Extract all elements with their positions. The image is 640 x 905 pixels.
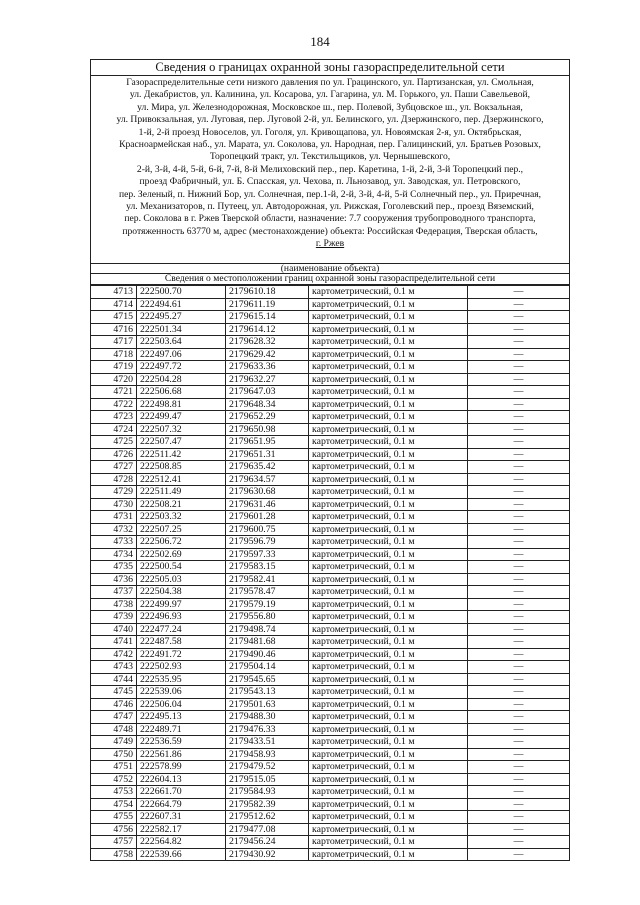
method-accuracy: картометрический, 0.1 м bbox=[309, 361, 468, 374]
table-row bbox=[91, 598, 569, 611]
coord-x: 222539.66 bbox=[137, 848, 226, 860]
point-number: 4740 bbox=[91, 623, 137, 636]
coord-x: 222607.31 bbox=[137, 811, 226, 824]
description-cell: — bbox=[468, 686, 570, 699]
coord-x: 222501.34 bbox=[137, 323, 226, 336]
table-row bbox=[91, 748, 569, 761]
description-cell: — bbox=[468, 636, 570, 649]
coord-x: 222500.54 bbox=[137, 561, 226, 574]
coord-y: 2179430.92 bbox=[226, 848, 309, 860]
coord-x: 222661.70 bbox=[137, 786, 226, 799]
coord-x: 222507.47 bbox=[137, 436, 226, 449]
coord-y: 2179556.80 bbox=[226, 611, 309, 624]
method-accuracy: картометрический, 0.1 м bbox=[309, 573, 468, 586]
description-cell: — bbox=[468, 611, 570, 624]
coord-x: 222506.04 bbox=[137, 698, 226, 711]
coord-y: 2179578.47 bbox=[226, 586, 309, 599]
point-number: 4754 bbox=[91, 798, 137, 811]
description-cell: — bbox=[468, 711, 570, 724]
method-accuracy: картометрический, 0.1 м bbox=[309, 436, 468, 449]
description-cell: — bbox=[468, 548, 570, 561]
coord-x: 222489.71 bbox=[137, 723, 226, 736]
coord-y: 2179498.74 bbox=[226, 623, 309, 636]
coord-x: 222503.32 bbox=[137, 511, 226, 524]
description-cell: — bbox=[468, 573, 570, 586]
point-number: 4758 bbox=[91, 848, 137, 860]
table-row bbox=[91, 586, 569, 599]
method-accuracy: картометрический, 0.1 м bbox=[309, 423, 468, 436]
table-row bbox=[91, 786, 569, 799]
point-number: 4751 bbox=[91, 761, 137, 774]
description-cell: — bbox=[468, 586, 570, 599]
coord-x: 222506.72 bbox=[137, 536, 226, 549]
description-cell: — bbox=[468, 723, 570, 736]
method-accuracy: картометрический, 0.1 м bbox=[309, 386, 468, 399]
coord-y: 2179630.68 bbox=[226, 486, 309, 499]
description-cell: — bbox=[468, 311, 570, 324]
method-accuracy: картометрический, 0.1 м bbox=[309, 548, 468, 561]
table-row bbox=[91, 411, 569, 424]
description-line: пер. Соколова в г. Ржев Тверской области, назначение: 7.7 сооружения трубопроводного транспорта, bbox=[124, 213, 536, 225]
method-accuracy: картометрический, 0.1 м bbox=[309, 736, 468, 749]
coord-x: 222511.42 bbox=[137, 448, 226, 461]
method-accuracy: картометрический, 0.1 м bbox=[309, 311, 468, 324]
description-cell: — bbox=[468, 486, 570, 499]
coord-y: 2179582.39 bbox=[226, 798, 309, 811]
coord-x: 222507.25 bbox=[137, 523, 226, 536]
description-line: Торопецкий тракт, ул. Текстильщиков, ул. Чернышевского, bbox=[209, 151, 451, 163]
table-row bbox=[91, 348, 569, 361]
coord-x: 222497.06 bbox=[137, 348, 226, 361]
description-line: Красноармейская наб., ул. Марата, ул. Соколова, ул. Народная, пер. Галицинский, ул. Братьев Розовых, bbox=[119, 139, 541, 151]
description-cell: — bbox=[468, 361, 570, 374]
coord-y: 2179433.51 bbox=[226, 736, 309, 749]
coord-y: 2179652.29 bbox=[226, 411, 309, 424]
table-row bbox=[91, 623, 569, 636]
description-cell: — bbox=[468, 661, 570, 674]
description-cell: — bbox=[468, 798, 570, 811]
description-line: 2-й, 3-й, 4-й, 5-й, 6-й, 7-й, 8-й Мелиховский пер., пер. Каретина, 1-й, 2-й, 3-й Торопецкий пер., bbox=[136, 163, 524, 175]
description-cell: — bbox=[468, 561, 570, 574]
method-accuracy: картометрический, 0.1 м bbox=[309, 611, 468, 624]
table-row bbox=[91, 511, 569, 524]
table-row bbox=[91, 798, 569, 811]
table-row bbox=[91, 673, 569, 686]
table-row bbox=[91, 686, 569, 699]
description-cell: — bbox=[468, 448, 570, 461]
coord-x: 222495.13 bbox=[137, 711, 226, 724]
point-number: 4719 bbox=[91, 361, 137, 374]
method-accuracy: картометрический, 0.1 м bbox=[309, 648, 468, 661]
point-number: 4733 bbox=[91, 536, 137, 549]
method-accuracy: картометрический, 0.1 м bbox=[309, 486, 468, 499]
description-cell: — bbox=[468, 823, 570, 836]
point-number: 4726 bbox=[91, 448, 137, 461]
description-cell: — bbox=[468, 748, 570, 761]
coord-y: 2179614.12 bbox=[226, 323, 309, 336]
object-name-caption: (наименование объекта) bbox=[91, 263, 569, 274]
coord-x: 222536.59 bbox=[137, 736, 226, 749]
description-cell: — bbox=[468, 423, 570, 436]
table-row bbox=[91, 498, 569, 511]
description-cell: — bbox=[468, 411, 570, 424]
coord-x: 222502.69 bbox=[137, 548, 226, 561]
coord-x: 222511.49 bbox=[137, 486, 226, 499]
method-accuracy: картометрический, 0.1 м bbox=[309, 323, 468, 336]
point-number: 4746 bbox=[91, 698, 137, 711]
method-accuracy: картометрический, 0.1 м bbox=[309, 636, 468, 649]
method-accuracy: картометрический, 0.1 м bbox=[309, 286, 468, 299]
coord-x: 222512.41 bbox=[137, 473, 226, 486]
coord-x: 222578.99 bbox=[137, 761, 226, 774]
coord-y: 2179631.46 bbox=[226, 498, 309, 511]
coord-y: 2179543.13 bbox=[226, 686, 309, 699]
description-cell: — bbox=[468, 673, 570, 686]
point-number: 4737 bbox=[91, 586, 137, 599]
method-accuracy: картометрический, 0.1 м bbox=[309, 461, 468, 474]
coord-x: 222495.27 bbox=[137, 311, 226, 324]
method-accuracy: картометрический, 0.1 м bbox=[309, 511, 468, 524]
method-accuracy: картометрический, 0.1 м bbox=[309, 786, 468, 799]
coord-x: 222494.61 bbox=[137, 298, 226, 311]
table-row bbox=[91, 423, 569, 436]
table-row bbox=[91, 736, 569, 749]
description-cell: — bbox=[468, 536, 570, 549]
table-row bbox=[91, 373, 569, 386]
table-row bbox=[91, 636, 569, 649]
coord-y: 2179647.03 bbox=[226, 386, 309, 399]
coord-x: 222604.13 bbox=[137, 773, 226, 786]
description-cell: — bbox=[468, 773, 570, 786]
coord-y: 2179628.32 bbox=[226, 336, 309, 349]
method-accuracy: картометрический, 0.1 м bbox=[309, 336, 468, 349]
method-accuracy: картометрический, 0.1 м bbox=[309, 298, 468, 311]
table-row bbox=[91, 448, 569, 461]
coord-y: 2179584.93 bbox=[226, 786, 309, 799]
table-row bbox=[91, 561, 569, 574]
coord-y: 2179615.14 bbox=[226, 311, 309, 324]
coord-y: 2179634.57 bbox=[226, 473, 309, 486]
description-cell: — bbox=[468, 323, 570, 336]
coordinates-table bbox=[91, 285, 569, 860]
method-accuracy: картометрический, 0.1 м bbox=[309, 848, 468, 860]
method-accuracy: картометрический, 0.1 м bbox=[309, 836, 468, 849]
point-number: 4750 bbox=[91, 748, 137, 761]
document-title: Сведения о границах охранной зоны газораспределительной сети bbox=[91, 60, 569, 76]
table-row bbox=[91, 336, 569, 349]
method-accuracy: картометрический, 0.1 м bbox=[309, 748, 468, 761]
coord-y: 2179458.93 bbox=[226, 748, 309, 761]
table-row bbox=[91, 611, 569, 624]
coord-x: 222497.72 bbox=[137, 361, 226, 374]
coord-y: 2179490.46 bbox=[226, 648, 309, 661]
page-number: 184 bbox=[310, 34, 330, 49]
coord-x: 222502.93 bbox=[137, 661, 226, 674]
coord-y: 2179515.05 bbox=[226, 773, 309, 786]
point-number: 4734 bbox=[91, 548, 137, 561]
coord-y: 2179512.62 bbox=[226, 811, 309, 824]
table-row bbox=[91, 661, 569, 674]
method-accuracy: картометрический, 0.1 м bbox=[309, 673, 468, 686]
coord-y: 2179488.30 bbox=[226, 711, 309, 724]
point-number: 4718 bbox=[91, 348, 137, 361]
point-number: 4714 bbox=[91, 298, 137, 311]
coord-y: 2179479.52 bbox=[226, 761, 309, 774]
method-accuracy: картометрический, 0.1 м bbox=[309, 523, 468, 536]
description-cell: — bbox=[468, 511, 570, 524]
coord-y: 2179504.14 bbox=[226, 661, 309, 674]
point-number: 4732 bbox=[91, 523, 137, 536]
description-cell: — bbox=[468, 436, 570, 449]
description-cell: — bbox=[468, 498, 570, 511]
object-description bbox=[91, 76, 569, 263]
coord-x: 222500.70 bbox=[137, 286, 226, 299]
method-accuracy: картометрический, 0.1 м bbox=[309, 536, 468, 549]
table-row bbox=[91, 836, 569, 849]
method-accuracy: картометрический, 0.1 м bbox=[309, 761, 468, 774]
point-number: 4755 bbox=[91, 811, 137, 824]
coord-y: 2179477.08 bbox=[226, 823, 309, 836]
point-number: 4724 bbox=[91, 423, 137, 436]
description-line: ул. Мира, ул. Железнодорожная, Московское ш., пер. Полевой, Зубцовское ш., ул. Вокзальная, bbox=[137, 101, 523, 113]
method-accuracy: картометрический, 0.1 м bbox=[309, 623, 468, 636]
point-number: 4753 bbox=[91, 786, 137, 799]
method-accuracy: картометрический, 0.1 м bbox=[309, 811, 468, 824]
table-row bbox=[91, 286, 569, 299]
point-number: 4722 bbox=[91, 398, 137, 411]
description-cell: — bbox=[468, 623, 570, 636]
coord-y: 2179456.24 bbox=[226, 836, 309, 849]
coord-x: 222535.95 bbox=[137, 673, 226, 686]
coord-x: 222504.38 bbox=[137, 586, 226, 599]
table-row bbox=[91, 811, 569, 824]
method-accuracy: картометрический, 0.1 м bbox=[309, 448, 468, 461]
point-number: 4716 bbox=[91, 323, 137, 336]
point-number: 4747 bbox=[91, 711, 137, 724]
coord-y: 2179501.63 bbox=[226, 698, 309, 711]
point-number: 4756 bbox=[91, 823, 137, 836]
method-accuracy: картометрический, 0.1 м bbox=[309, 598, 468, 611]
coord-y: 2179611.19 bbox=[226, 298, 309, 311]
description-cell: — bbox=[468, 473, 570, 486]
description-cell: — bbox=[468, 286, 570, 299]
description-line: протяженность 63770 м, адрес (местонахождение) объекта: Российская Федерация, Тверская область, bbox=[122, 225, 538, 237]
table-row bbox=[91, 398, 569, 411]
description-cell: — bbox=[468, 836, 570, 849]
point-number: 4745 bbox=[91, 686, 137, 699]
coord-x: 222499.47 bbox=[137, 411, 226, 424]
point-number: 4757 bbox=[91, 836, 137, 849]
coord-x: 222582.17 bbox=[137, 823, 226, 836]
point-number: 4731 bbox=[91, 511, 137, 524]
method-accuracy: картометрический, 0.1 м bbox=[309, 373, 468, 386]
coord-y: 2179648.34 bbox=[226, 398, 309, 411]
description-cell: — bbox=[468, 461, 570, 474]
table-row bbox=[91, 436, 569, 449]
section-title: Сведения о местоположении границ охранной зоны газораспределительной сети bbox=[91, 274, 569, 285]
coord-x: 222506.68 bbox=[137, 386, 226, 399]
description-line: пер. Зеленый, п. Нижний Бор, ул. Солнечная, пер.1-й, 2-й, 3-й, 4-й, 5-й Солнечный пер., ул. Приречная, bbox=[118, 188, 542, 200]
coord-y: 2179601.28 bbox=[226, 511, 309, 524]
coord-x: 222505.03 bbox=[137, 573, 226, 586]
coord-y: 2179582.41 bbox=[226, 573, 309, 586]
description-cell: — bbox=[468, 786, 570, 799]
point-number: 4713 bbox=[91, 286, 137, 299]
coord-y: 2179545.65 bbox=[226, 673, 309, 686]
point-number: 4730 bbox=[91, 498, 137, 511]
coord-x: 222539.06 bbox=[137, 686, 226, 699]
point-number: 4752 bbox=[91, 773, 137, 786]
table-row bbox=[91, 486, 569, 499]
coord-x: 222503.64 bbox=[137, 336, 226, 349]
coord-x: 222487.58 bbox=[137, 636, 226, 649]
point-number: 4738 bbox=[91, 598, 137, 611]
description-cell: — bbox=[468, 386, 570, 399]
description-cell: — bbox=[468, 336, 570, 349]
coord-x: 222496.93 bbox=[137, 611, 226, 624]
coord-x: 222477.24 bbox=[137, 623, 226, 636]
table-row bbox=[91, 823, 569, 836]
table-row bbox=[91, 648, 569, 661]
coord-y: 2179651.31 bbox=[226, 448, 309, 461]
point-number: 4749 bbox=[91, 736, 137, 749]
method-accuracy: картометрический, 0.1 м bbox=[309, 686, 468, 699]
coord-y: 2179596.79 bbox=[226, 536, 309, 549]
coord-x: 222507.32 bbox=[137, 423, 226, 436]
coord-y: 2179635.42 bbox=[226, 461, 309, 474]
method-accuracy: картометрический, 0.1 м bbox=[309, 561, 468, 574]
point-number: 4744 bbox=[91, 673, 137, 686]
point-number: 4715 bbox=[91, 311, 137, 324]
method-accuracy: картометрический, 0.1 м bbox=[309, 398, 468, 411]
method-accuracy: картометрический, 0.1 м bbox=[309, 773, 468, 786]
table-row bbox=[91, 523, 569, 536]
description-lines bbox=[93, 77, 567, 238]
point-number: 4729 bbox=[91, 486, 137, 499]
point-number: 4736 bbox=[91, 573, 137, 586]
description-line: Газораспределительные сети низкого давления по ул. Грацинского, ул. Партизанская, ул. Смольная, bbox=[126, 77, 534, 88]
coord-x: 222508.85 bbox=[137, 461, 226, 474]
coord-x: 222561.86 bbox=[137, 748, 226, 761]
coord-y: 2179583.15 bbox=[226, 561, 309, 574]
method-accuracy: картометрический, 0.1 м bbox=[309, 348, 468, 361]
description-cell: — bbox=[468, 373, 570, 386]
point-number: 4743 bbox=[91, 661, 137, 674]
coord-y: 2179629.42 bbox=[226, 348, 309, 361]
table-row bbox=[91, 473, 569, 486]
table-row bbox=[91, 386, 569, 399]
method-accuracy: картометрический, 0.1 м bbox=[309, 823, 468, 836]
coord-y: 2179476.33 bbox=[226, 723, 309, 736]
table-row bbox=[91, 461, 569, 474]
description-cell: — bbox=[468, 598, 570, 611]
point-number: 4727 bbox=[91, 461, 137, 474]
coord-y: 2179610.18 bbox=[226, 286, 309, 299]
method-accuracy: картометрический, 0.1 м bbox=[309, 711, 468, 724]
description-line: ул. Привокзальная, ул. Луговая, пер. Луговой 2-й, ул. Белинского, ул. Дзержинского, пер. Дзержинского, bbox=[116, 114, 544, 126]
description-line: проезд Фабричный, ул. Б. Спасская, ул. Чехова, п. Льнозавод, ул. Заводская, ул. Петровского, bbox=[139, 176, 521, 188]
table-row bbox=[91, 298, 569, 311]
coord-x: 222508.21 bbox=[137, 498, 226, 511]
description-cell: — bbox=[468, 648, 570, 661]
point-number: 4739 bbox=[91, 611, 137, 624]
method-accuracy: картометрический, 0.1 м bbox=[309, 798, 468, 811]
table-row bbox=[91, 536, 569, 549]
description-line: ул. Декабристов, ул. Калинина, ул. Косарова, ул. Гагарина, ул. М. Горького, ул. Паши Савельевой, bbox=[129, 89, 531, 101]
method-accuracy: картометрический, 0.1 м bbox=[309, 723, 468, 736]
boundary-document bbox=[90, 59, 570, 861]
coord-x: 222491.72 bbox=[137, 648, 226, 661]
description-line: 1-й, 2-й проезд Новоселов, ул. Гоголя, ул. Кривощапова, ул. Новоямская 2-я, ул. Октябрьская, bbox=[138, 126, 522, 138]
table-row bbox=[91, 773, 569, 786]
description-cell: — bbox=[468, 848, 570, 860]
point-number: 4748 bbox=[91, 723, 137, 736]
coord-y: 2179600.75 bbox=[226, 523, 309, 536]
table-row bbox=[91, 761, 569, 774]
description-cell: — bbox=[468, 736, 570, 749]
coord-y: 2179650.98 bbox=[226, 423, 309, 436]
coord-x: 222498.81 bbox=[137, 398, 226, 411]
description-cell: — bbox=[468, 298, 570, 311]
description-cell: — bbox=[468, 523, 570, 536]
method-accuracy: картометрический, 0.1 м bbox=[309, 473, 468, 486]
coord-y: 2179651.95 bbox=[226, 436, 309, 449]
table-row bbox=[91, 548, 569, 561]
coord-x: 222564.82 bbox=[137, 836, 226, 849]
table-row bbox=[91, 848, 569, 860]
coord-y: 2179579.19 bbox=[226, 598, 309, 611]
coord-x: 222499.97 bbox=[137, 598, 226, 611]
method-accuracy: картометрический, 0.1 м bbox=[309, 498, 468, 511]
coord-y: 2179481.68 bbox=[226, 636, 309, 649]
method-accuracy: картометрический, 0.1 м bbox=[309, 661, 468, 674]
table-row bbox=[91, 361, 569, 374]
point-number: 4742 bbox=[91, 648, 137, 661]
point-number: 4723 bbox=[91, 411, 137, 424]
table-row bbox=[91, 711, 569, 724]
method-accuracy: картометрический, 0.1 м bbox=[309, 586, 468, 599]
description-cell: — bbox=[468, 761, 570, 774]
table-row bbox=[91, 698, 569, 711]
description-cell: — bbox=[468, 398, 570, 411]
table-row bbox=[91, 723, 569, 736]
coord-x: 222504.28 bbox=[137, 373, 226, 386]
point-number: 4725 bbox=[91, 436, 137, 449]
coord-y: 2179632.27 bbox=[226, 373, 309, 386]
table-row bbox=[91, 323, 569, 336]
description-line: ул. Механизаторов, п. Путеец, ул. Автодорожная, ул. Рижская, Гоголевский пер., проезд Вяземский, bbox=[126, 201, 534, 213]
description-cell: — bbox=[468, 698, 570, 711]
coord-y: 2179633.36 bbox=[226, 361, 309, 374]
coord-y: 2179597.33 bbox=[226, 548, 309, 561]
description-cell: — bbox=[468, 811, 570, 824]
point-number: 4721 bbox=[91, 386, 137, 399]
point-number: 4741 bbox=[91, 636, 137, 649]
table-row bbox=[91, 311, 569, 324]
description-cell: — bbox=[468, 348, 570, 361]
point-number: 4717 bbox=[91, 336, 137, 349]
point-number: 4720 bbox=[91, 373, 137, 386]
method-accuracy: картометрический, 0.1 м bbox=[309, 698, 468, 711]
object-city: г. Ржев bbox=[315, 238, 345, 250]
point-number: 4728 bbox=[91, 473, 137, 486]
method-accuracy: картометрический, 0.1 м bbox=[309, 411, 468, 424]
point-number: 4735 bbox=[91, 561, 137, 574]
table-row bbox=[91, 573, 569, 586]
coord-x: 222664.79 bbox=[137, 798, 226, 811]
